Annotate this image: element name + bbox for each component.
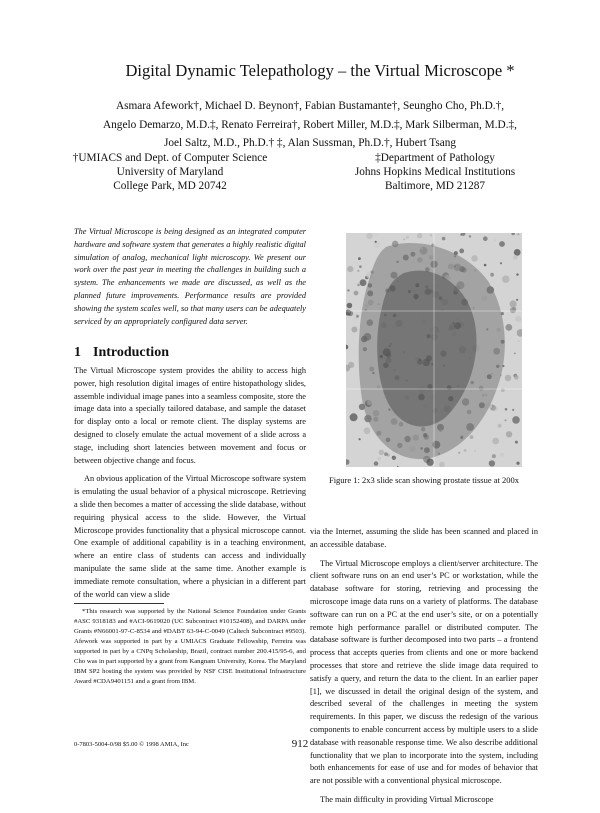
tissue-speckle bbox=[505, 324, 512, 331]
tissue-speckle bbox=[348, 311, 351, 314]
tissue-speckle bbox=[442, 237, 446, 241]
affiliation-umiacs bbox=[70, 151, 270, 194]
figure-caption: Figure 1: 2x3 slide scan showing prostate tissue at 200x bbox=[328, 475, 520, 485]
tissue-speckle bbox=[492, 454, 496, 458]
author-line-3: Joel Saltz, M.D., Ph.D.† ‡, Alan Sussman, Ph.D.†, Hubert Tsang bbox=[163, 137, 457, 149]
tissue-speckle bbox=[374, 461, 378, 465]
tissue-speckle bbox=[357, 270, 359, 272]
affiliation-line: ‡Department of Pathology bbox=[375, 152, 495, 164]
tissue-speckle bbox=[373, 241, 381, 249]
author-list bbox=[40, 97, 580, 153]
section-number: 1 bbox=[74, 345, 81, 360]
tissue-speckle bbox=[347, 266, 353, 272]
tissue-speckle bbox=[470, 435, 474, 439]
tissue-speckle bbox=[354, 291, 359, 296]
tissue-speckle bbox=[364, 427, 371, 434]
affiliation-line: University of Maryland bbox=[116, 166, 224, 179]
tissue-speckle bbox=[459, 249, 464, 254]
affiliation-line: Johns Hopkins Medical Institutions bbox=[354, 166, 516, 179]
tissue-speckle bbox=[499, 241, 505, 247]
section-heading bbox=[74, 345, 181, 361]
tissue-speckle bbox=[505, 408, 508, 411]
tissue-speckle bbox=[359, 438, 361, 440]
tissue-speckle bbox=[379, 450, 384, 455]
footnote: *This research was supported by the National Science Foundation under Grants #ASC 9318183 and #ACI-9619020 (UC Subcontract #10152408), and DARPA under Grants #N66001-97-C-8534 and #DABT 63-94-C-0049 (Caltech Subcontract #9503). Afework was supported in part by a UMIACS Graduate Fellowship, Ferreira was supported in part by a CNPq Scholarship, Brazil, contract number 200.415/95-6, and Cho was in part supported by a grant from Kangnam University, Korea. The Maryland IBM SP2 hosting the system was provided by NSF CISE Institutional Infrastructure Award #CDA9401151 and a grant from IBM. bbox=[74, 608, 306, 685]
body-paragraph: The Virtual Microscope system provides the ability to access high power, high resolution digital images of entire histopathology slides, assemble individual image panes into a seamless composite, store the image data into a specially tailored database, and sample the dataset for display onto a local or remote client. The display systems are designed to closely emulate the actual movement of a slide across a stage, including short latencies between movement and focus or between objective change and focus. bbox=[74, 366, 306, 465]
tissue-speckle bbox=[500, 453, 504, 457]
tissue-speckle bbox=[502, 275, 510, 283]
page-number: 912 bbox=[291, 738, 309, 750]
abstract: The Virtual Microscope is being designed as an integrated computer hardware and software system that generates a highly realistic digital simulation of analog, mechanical light microscopy. We present our work over the past year in meeting the challenges in building such a system. The enhancements we made are discussed, as well as the planned future improvements. Performance results are provided showing the system scales well, so that many users can be adequately serviced by an appropriately configured data server. bbox=[74, 227, 306, 326]
tissue-speckle bbox=[515, 441, 518, 444]
body-column-left bbox=[74, 365, 306, 607]
tissue-speckle bbox=[375, 241, 377, 243]
tissue-speckle bbox=[430, 234, 433, 237]
tissue-speckle bbox=[366, 233, 372, 239]
tissue-speckle bbox=[514, 353, 516, 355]
affiliation-line: †UMIACS and Dept. of Computer Science bbox=[72, 152, 268, 164]
tissue-speckle bbox=[505, 419, 507, 421]
tissue-speckle bbox=[426, 459, 433, 466]
tissue-speckle bbox=[458, 452, 460, 454]
tissue-speckle bbox=[514, 375, 519, 380]
tissue-speckle bbox=[347, 303, 353, 309]
tissue-speckle bbox=[360, 279, 367, 286]
tissue-speckle bbox=[417, 233, 422, 238]
tissue-speckle bbox=[357, 284, 360, 287]
tissue-speckle bbox=[512, 409, 514, 411]
tissue-speckle bbox=[474, 450, 476, 452]
copyright-line: 0-7803-5004-0/98 $5.00 © 1998 AMIA, Inc bbox=[74, 741, 189, 748]
tissue-speckle bbox=[506, 431, 512, 437]
tissue-speckle bbox=[510, 300, 517, 307]
tissue-speckle bbox=[516, 273, 518, 275]
tissue-speckle bbox=[510, 307, 516, 313]
tissue-speckle bbox=[471, 255, 478, 262]
tissue-speckle bbox=[351, 327, 357, 333]
figure-slide-scan bbox=[346, 233, 522, 467]
tissue-speckle bbox=[505, 375, 512, 382]
affiliation-pathology bbox=[330, 151, 540, 194]
tissue-speckle bbox=[515, 316, 521, 322]
tissue-speckle bbox=[513, 255, 518, 260]
tissue-speckle bbox=[483, 236, 488, 241]
tissue-speckle bbox=[378, 457, 381, 460]
author-line-2: Angelo Demarzo, M.D.‡, Renato Ferreira†, Robert Miller, M.D.‡, Mark Silberman, M.D.‡, bbox=[103, 118, 517, 131]
tissue-speckle bbox=[516, 462, 519, 465]
tissue-speckle bbox=[358, 257, 361, 260]
tissue-speckle bbox=[464, 449, 467, 452]
author-line-1: Asmara Afework†, Michael D. Beynon†, Fabian Bustamante†, Seungho Cho, Ph.D.†, bbox=[115, 100, 505, 112]
body-column-right bbox=[310, 526, 538, 813]
tissue-speckle bbox=[359, 265, 362, 268]
affiliation-line: Baltimore, MD 21287 bbox=[384, 180, 486, 193]
body-paragraph: An obvious application of the Virtual Microscope software system is emulating the usual behavior of a physical microscope. Retrieving a slide then becomes a matter of accessing the slide database, without requiring physical access to the slide. However, the Virtual Microscope provides functionality that a physical microscope cannot. One example of additional capability is in a teaching environment, where an entire class of students can access and individually manipulate the same slide at the same time. Another example is immediate remote consultation, where a physician in a different part of the world can view a slide bbox=[74, 474, 306, 599]
paper-title: Digital Dynamic Telepathology – the Virtual Microscope * bbox=[125, 61, 515, 80]
tissue-speckle bbox=[518, 340, 520, 342]
body-paragraph: The Virtual Microscope employs a client/server architecture. The client software runs on an end user’s PC or workstation, while the database software for storing, retrieving and processing the microscope image data runs on a variety of platforms. The database software can run on a PC at the end user’s site, or on a potentially remote high performance parallel or distributed computer. The database software is further decomposed into two parts – a frontend process that accepts queries from clients and one or more backend processes that store and retrieve the slide image data required to satisfy a query, and return the data to the client. In an earlier paper [1], we discussed in detail the original design of the system, and described several of the challenges in meeting the system requirements. In this paper, we discuss the redesign of the various components to enable concurrent access by multiple users to a slide database with reasonable response time. We also describe additional functionality that we plan to incorporate into the system, including both enhancements for ease of use and for modes of behavior that are not possible with a conventional physical microscope. bbox=[310, 558, 538, 786]
tissue-speckle bbox=[514, 249, 521, 256]
tissue-speckle bbox=[498, 424, 502, 428]
tissue-speckle bbox=[500, 262, 502, 264]
tissue-speckle bbox=[489, 460, 495, 466]
footnote-rule bbox=[74, 603, 164, 604]
body-paragraph: via the Internet, assuming the slide has been scanned and placed in an accessible database. bbox=[310, 527, 538, 549]
affiliation-line: College Park, MD 20742 bbox=[113, 180, 227, 193]
tissue-speckle bbox=[384, 452, 388, 456]
tissue-speckle bbox=[516, 299, 518, 301]
tissue-speckle bbox=[406, 236, 409, 239]
tissue-speckle bbox=[392, 456, 396, 460]
tissue-speckle bbox=[469, 235, 471, 237]
tissue-speckle bbox=[495, 239, 497, 241]
body-paragraph: The main difficulty in providing Virtual Microscope bbox=[320, 794, 494, 804]
tissue-speckle bbox=[512, 416, 520, 424]
tissue-speckle bbox=[353, 313, 357, 317]
tissue-speckle bbox=[492, 438, 499, 445]
tissue-speckle bbox=[350, 413, 358, 421]
tissue-speckle bbox=[490, 273, 494, 277]
tissue-speckle bbox=[517, 233, 519, 235]
section-title: Introduction bbox=[93, 345, 169, 360]
tissue-speckle bbox=[403, 238, 405, 240]
tissue-speckle bbox=[347, 289, 349, 291]
tissue-speckle bbox=[353, 317, 358, 322]
tissue-speckle bbox=[484, 264, 487, 267]
